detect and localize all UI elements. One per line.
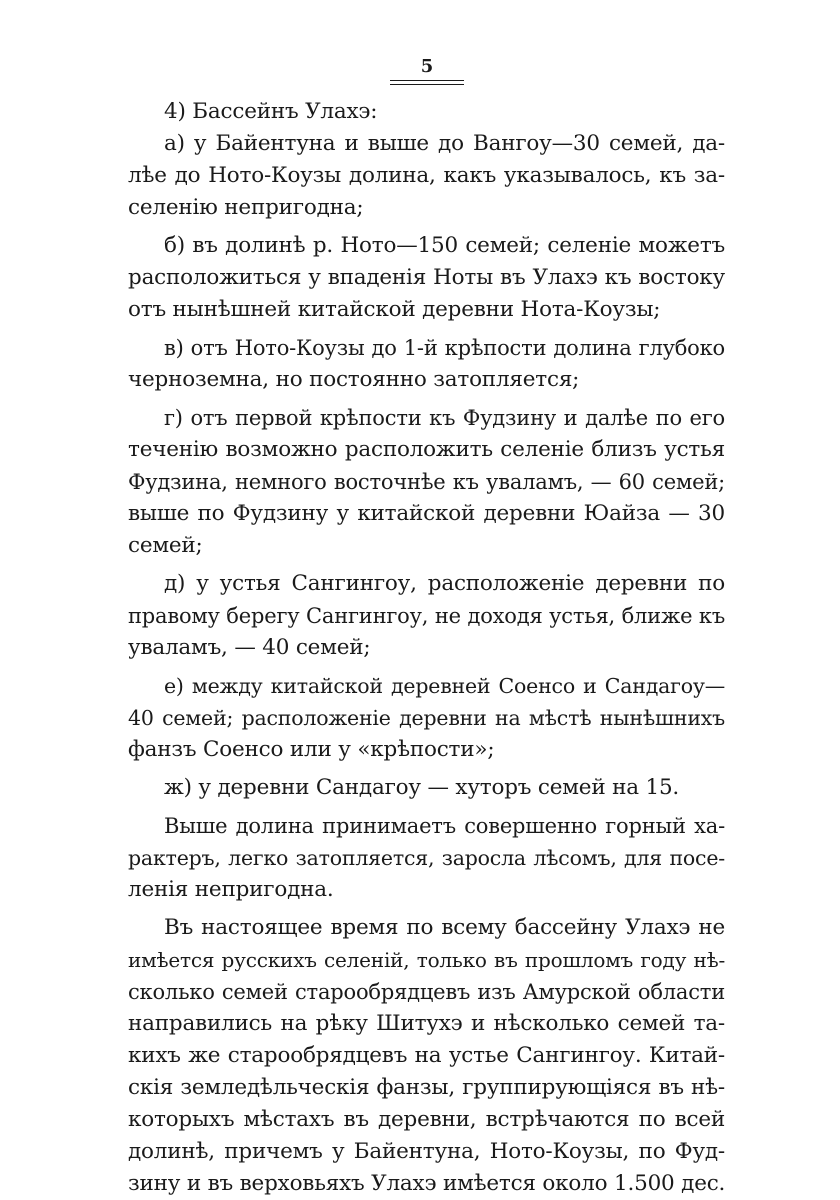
text-line: б) въ долинѣ р. Ното—150 семей; селеніе можетъ <box>164 233 725 258</box>
text-line: отъ нынѣшней китайской деревни Нота-Коузы; <box>128 297 661 322</box>
text-line: имѣется русскихъ селеній, только въ прошломъ году нѣ- <box>128 948 725 972</box>
text-line: г) отъ первой крѣпости къ Фудзину и далѣе по его <box>164 406 725 430</box>
text-line: семей; <box>128 533 203 558</box>
text-line: лѣе до Ното-Коузы долина, какъ указывалось, къ за- <box>128 163 725 188</box>
text-line: селенію непригодна; <box>128 195 364 220</box>
text-line: Выше долина принимаетъ совершенно горный ха- <box>164 814 725 838</box>
text-line: зину и въ верховьяхъ Улахэ имѣется около 1.500 дес. <box>128 1171 726 1196</box>
text-line: кихъ же старообрядцевъ на устье Сангингоу. Китай- <box>128 1043 725 1068</box>
text-line: ж) у деревни Сандагоу — хуторъ семей на 15. <box>164 775 680 800</box>
header-rule-bottom <box>390 84 464 85</box>
text-line: сколько семей старообрядцевъ изъ Амурской области <box>128 980 725 1004</box>
text-line: Фудзина, немного восточнѣе къ уваламъ, — 60 семей; <box>128 470 725 494</box>
text-line: а) у Байентуна и выше до Вангоу—30 семей, да- <box>164 131 725 156</box>
text-line: долинѣ, причемъ у Байентуна, Ното-Коузы, по Фуд- <box>128 1139 725 1164</box>
text-line: Въ настоящее время по всему бассейну Улахэ не <box>164 915 725 940</box>
text-line: 4) Бассейнъ Улахэ: <box>164 99 378 124</box>
text-line: уваламъ, — 40 семей; <box>128 635 371 660</box>
text-line: направились на рѣку Шитухэ и нѣсколько семей та- <box>128 1011 725 1036</box>
text-line: в) отъ Ното-Коузы до 1-й крѣпости долина глубоко <box>164 336 725 360</box>
text-line: рактеръ, легко затопляется, заросла лѣсомъ, для посе- <box>128 846 725 870</box>
text-line: расположиться у впаденія Ноты въ Улахэ къ востоку <box>128 265 725 290</box>
text-line: черноземна, но постоянно затопляется; <box>128 367 580 392</box>
header-rule-top <box>390 80 464 81</box>
text-line: правому берегу Сангингоу, не доходя устья, ближе къ <box>128 604 725 628</box>
text-line: фанзъ Соенсо или у «крѣпости»; <box>128 737 495 762</box>
page-number: 5 <box>420 56 434 77</box>
text-line: е) между китайской деревней Соенсо и Сандагоу— <box>164 674 725 698</box>
text-line: выше по Фудзину у китайской деревни Юайза — 30 <box>128 501 725 526</box>
text-line: скія земледѣльческія фанзы, группирующіяся въ нѣ- <box>128 1075 725 1100</box>
text-line: ленія непригодна. <box>128 877 334 902</box>
text-line: теченію возможно расположить селеніе близъ устья <box>128 437 725 462</box>
text-line: 40 семей; расположеніе деревни на мѣстѣ нынѣшнихъ <box>128 706 725 730</box>
body-text <box>128 96 725 1200</box>
text-line: которыхъ мѣстахъ въ деревни, встрѣчаются по всей <box>128 1107 725 1132</box>
text-line: д) у устья Сангингоу, расположеніе деревни по <box>164 571 725 596</box>
